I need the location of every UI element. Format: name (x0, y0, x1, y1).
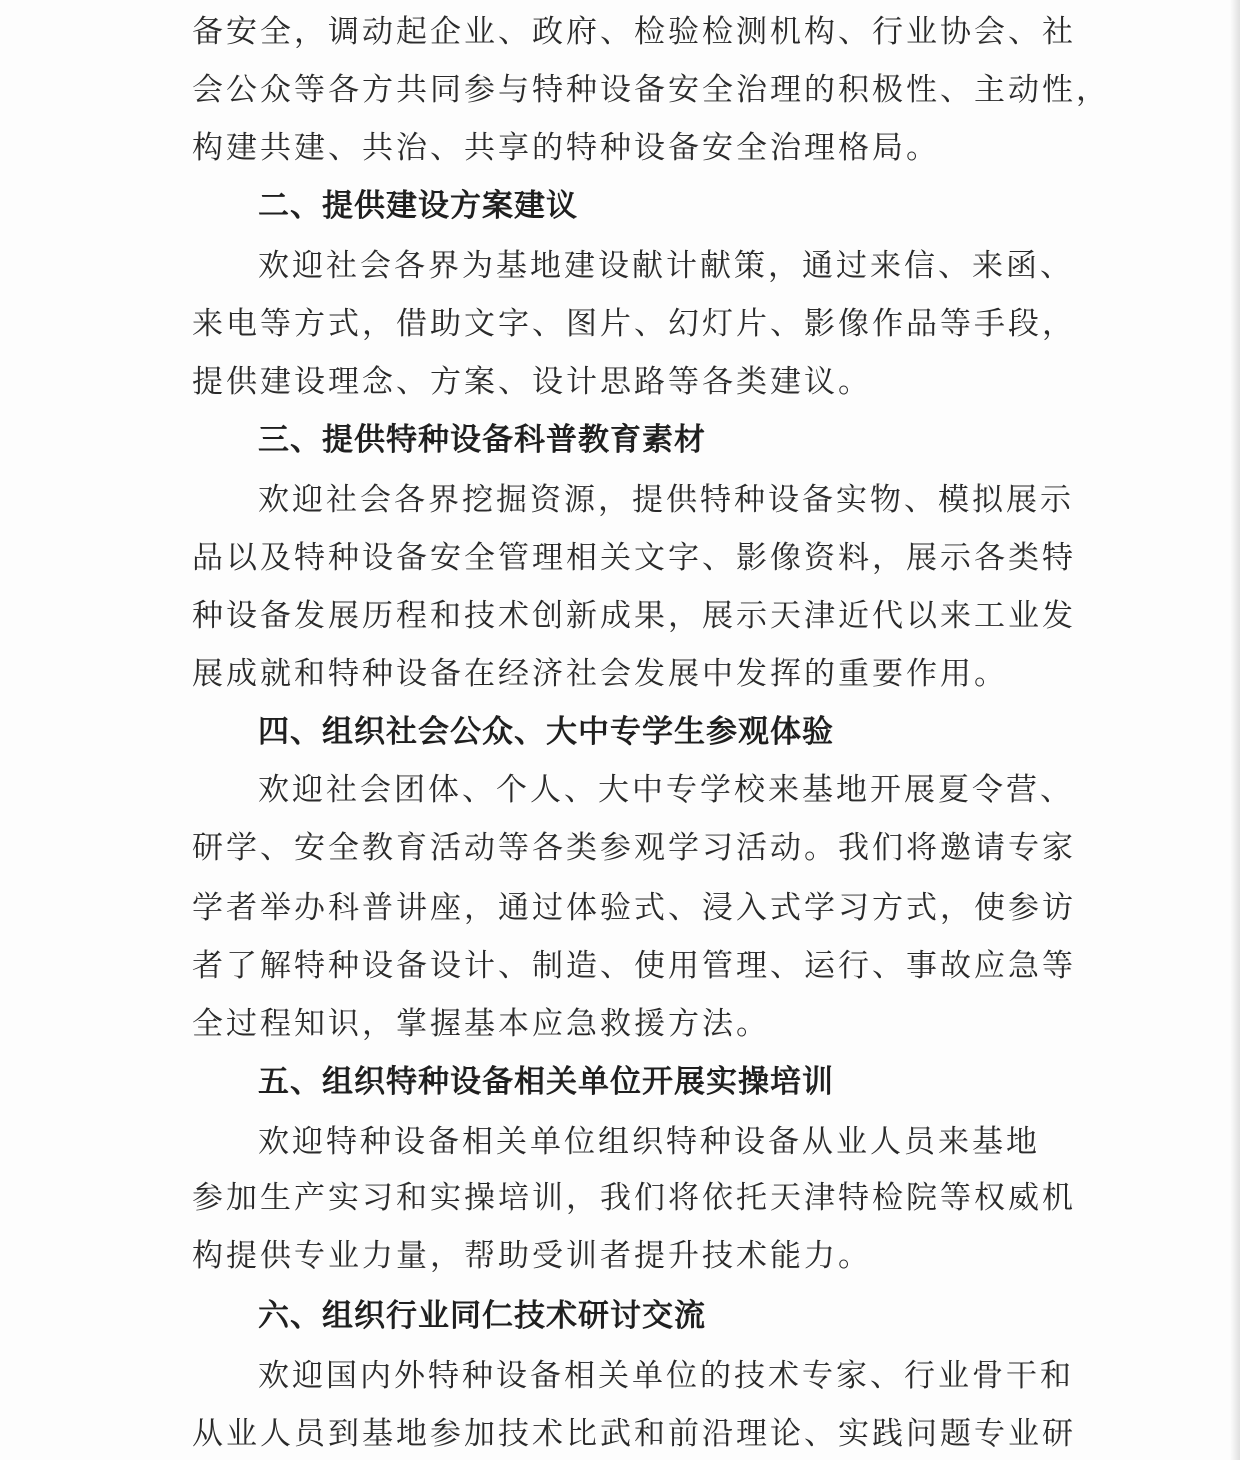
paragraph-line: 参加生产实习和实操培训，我们将依托天津特检院等权威机 (192, 1180, 1076, 1216)
section-heading-3: 三、提供特种设备科普教育素材 (258, 422, 706, 458)
paragraph-line: 者了解特种设备设计、制造、使用管理、运行、事故应急等 (192, 948, 1076, 984)
paragraph-line: 品以及特种设备安全管理相关文字、影像资料，展示各类特 (192, 540, 1076, 576)
paragraph-line: 构提供专业力量，帮助受训者提升技术能力。 (192, 1238, 872, 1274)
page-edge-shadow (1230, 0, 1240, 1460)
paragraph-line: 来电等方式，借助文字、图片、幻灯片、影像作品等手段， (192, 306, 1076, 342)
paragraph-line: 欢迎国内外特种设备相关单位的技术专家、行业骨干和 (258, 1358, 1074, 1394)
paragraph-line: 欢迎社会各界为基地建设献计献策，通过来信、来函、 (258, 248, 1074, 284)
paragraph-line: 展成就和特种设备在经济社会发展中发挥的重要作用。 (192, 656, 1008, 692)
paragraph-line: 欢迎社会各界挖掘资源，提供特种设备实物、模拟展示 (258, 482, 1074, 518)
paragraph-line: 会公众等各方共同参与特种设备安全治理的积极性、主动性， (192, 72, 1110, 108)
paragraph-line: 种设备发展历程和技术创新成果，展示天津近代以来工业发 (192, 598, 1076, 634)
section-heading-5: 五、组织特种设备相关单位开展实操培训 (258, 1064, 834, 1100)
paragraph-line: 全过程知识，掌握基本应急救援方法。 (192, 1006, 770, 1042)
paragraph-line: 构建共建、共治、共享的特种设备安全治理格局。 (192, 130, 940, 166)
section-heading-6: 六、组织行业同仁技术研讨交流 (258, 1298, 706, 1334)
paragraph-line: 研学、安全教育活动等各类参观学习活动。我们将邀请专家 (192, 830, 1076, 866)
paragraph-line: 从业人员到基地参加技术比武和前沿理论、实践问题专业研 (192, 1416, 1076, 1452)
section-heading-4: 四、组织社会公众、大中专学生参观体验 (258, 714, 834, 750)
paragraph-line: 学者举办科普讲座，通过体验式、浸入式学习方式，使参访 (192, 890, 1076, 926)
section-heading-2: 二、提供建设方案建议 (258, 188, 578, 224)
paragraph-line: 欢迎社会团体、个人、大中专学校来基地开展夏令营、 (258, 772, 1074, 808)
paragraph-line: 备安全，调动起企业、政府、检验检测机构、行业协会、社 (192, 14, 1076, 50)
paragraph-line: 欢迎特种设备相关单位组织特种设备从业人员来基地 (258, 1124, 1040, 1160)
paragraph-line: 提供建设理念、方案、设计思路等各类建议。 (192, 364, 872, 400)
